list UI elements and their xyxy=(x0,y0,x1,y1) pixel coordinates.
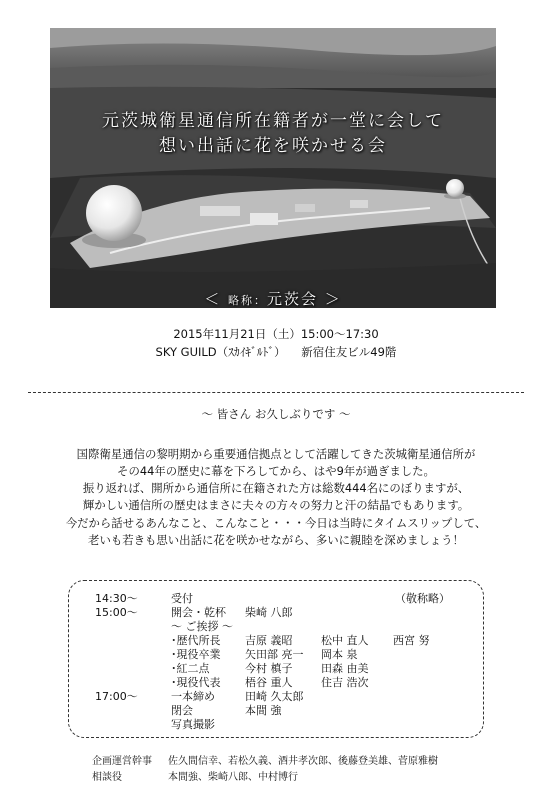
schedule-item: 開会・乾杯 xyxy=(171,606,226,619)
event-abbreviation xyxy=(50,288,496,308)
event-date: 2015年11月21日（土）15:00～17:30 xyxy=(173,327,379,341)
message-line: 輝かしい通信所の歴史はまさに夫々の方々の努力と汗の結晶でもあります。 xyxy=(82,498,470,512)
venue-name: SKY GUILD（ｽｶｲｷﾞﾙﾄﾞ） xyxy=(155,345,286,359)
advisors-label: 相談役 xyxy=(92,772,122,783)
schedule-item: ～ ご挨拶 ～ xyxy=(171,620,233,633)
schedule-time: 17:00～ xyxy=(95,690,138,703)
schedule-row xyxy=(69,648,483,662)
schedule-item: 受付 xyxy=(171,592,193,605)
message-paragraph-2 xyxy=(30,515,522,549)
schedule-item: ･現役代表 xyxy=(171,676,221,689)
schedule-person: 西宮 努 xyxy=(393,634,430,647)
schedule-time: 14:30～ xyxy=(95,592,138,605)
schedule-row xyxy=(69,634,483,648)
organizers-row xyxy=(92,752,438,767)
schedule-person: 田崎 久太郎 xyxy=(245,690,304,703)
schedule-box xyxy=(68,580,484,738)
schedule-item: 写真撮影 xyxy=(171,718,215,731)
venue-location: 新宿住友ビル49階 xyxy=(301,345,397,359)
message-paragraph-1 xyxy=(30,446,522,514)
satellite-station-illustration xyxy=(50,28,496,308)
schedule-item: ･歴代所長 xyxy=(171,634,221,647)
aerial-photo xyxy=(50,28,496,308)
message-line: その44年の歴史に幕を下ろしてから、はや9年が過ぎました。 xyxy=(117,464,435,478)
schedule-person: 吉原 義昭 xyxy=(245,634,293,647)
schedule-person: 住吉 浩次 xyxy=(321,676,369,689)
schedule-time: 15:00～ xyxy=(95,606,138,619)
schedule-person: 矢田部 亮一 xyxy=(245,648,304,661)
event-title-line-1: 元茨城衛星通信所在籍者が一堂に会して xyxy=(102,111,444,131)
schedule-person: 岡本 泉 xyxy=(321,648,358,661)
schedule-person: 本間 強 xyxy=(245,704,282,717)
schedule-row xyxy=(69,676,483,690)
abbrev-open-bracket: ＜ xyxy=(204,290,222,308)
organizers-label: 企画運営幹事 xyxy=(92,756,152,767)
greeting-heading: ～ 皆さん お久しぶりです ～ xyxy=(201,407,351,421)
schedule-row xyxy=(69,606,483,620)
schedule-row xyxy=(69,704,483,718)
schedule-person: 松中 直人 xyxy=(321,634,369,647)
advisors-row xyxy=(92,768,298,783)
schedule-row xyxy=(69,620,483,634)
schedule-person: 田森 由美 xyxy=(321,662,369,675)
honorific-note: （敬称略） xyxy=(395,592,450,605)
schedule-item: 閉会 xyxy=(171,704,193,717)
schedule-row xyxy=(69,690,483,704)
schedule-item: ･紅二点 xyxy=(171,662,210,675)
abbrev-close-bracket: ＞ xyxy=(324,290,342,308)
schedule-row xyxy=(69,592,483,606)
schedule-item: ･現役卒業 xyxy=(171,648,221,661)
message-line: 国際衛星通信の黎明期から重要通信拠点として活躍してきた茨城衛星通信所が xyxy=(76,447,476,461)
organizers-names: 佐久間信幸、若松久義、酒井孝次郎、後藤登美雄、菅原雅樹 xyxy=(168,756,438,767)
abbrev-name: 元茨会 xyxy=(266,290,318,308)
advisors-names: 本間強、柴崎八郎、中村博行 xyxy=(168,772,298,783)
event-title-line-2: 想い出話に花を咲かせる会 xyxy=(159,136,387,156)
schedule-row xyxy=(69,718,483,732)
event-venue xyxy=(0,344,552,360)
abbrev-label: 略称： xyxy=(227,294,267,307)
message-line: 今だから話せるあんなこと、こんなこと・・・今日は当時にタイムスリップして、 xyxy=(65,516,487,530)
message-line: 老いも若きも思い出話に花を咲かせながら、多いに親睦を深めましょう！ xyxy=(88,533,464,547)
section-divider xyxy=(28,392,524,393)
schedule-person: 柴崎 八郎 xyxy=(245,606,293,619)
message-line: 振り返れば、開所から通信所に在籍された方は総数444名にのぼりますが、 xyxy=(82,481,470,495)
schedule-row xyxy=(69,662,483,676)
schedule-person: 今村 槙子 xyxy=(245,662,293,675)
schedule-item: 一本締め xyxy=(171,690,215,703)
schedule-person: 梧谷 重人 xyxy=(245,676,293,689)
